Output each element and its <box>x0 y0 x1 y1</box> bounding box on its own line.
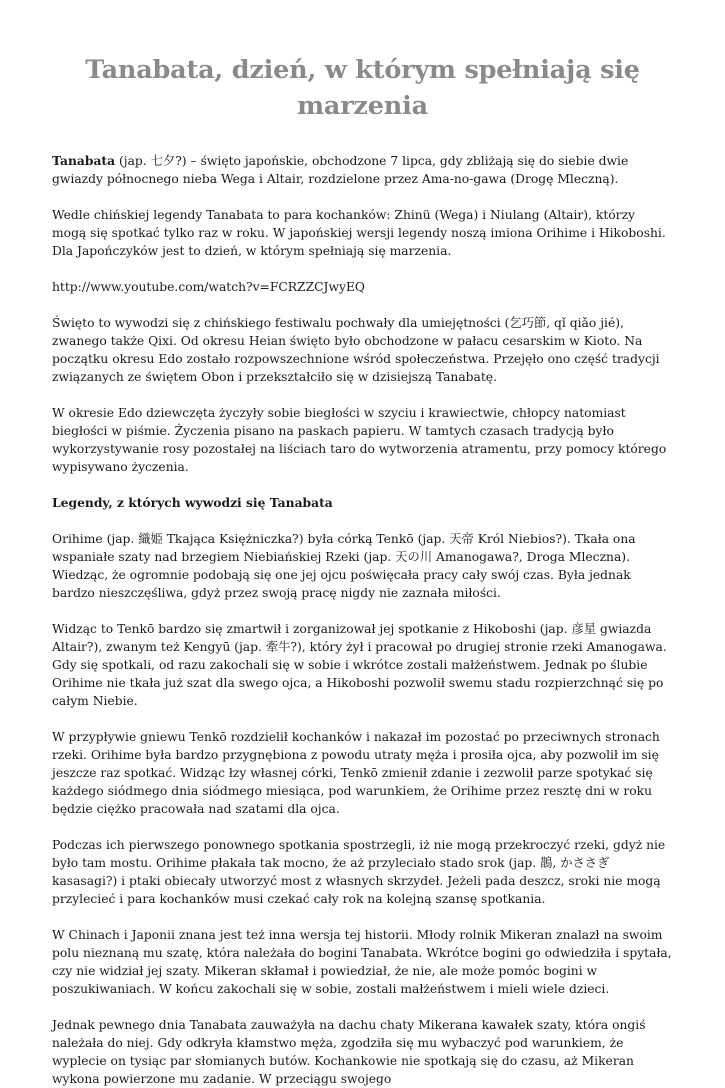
intro-paragraph <box>52 152 673 188</box>
magpies-paragraph: Podczas ich pierwszego ponownego spotkania spostrzegli, iż nie mogą przekroczyć rzeki, gdyż nie było tam mostu. Orihime płakała tak mocno, że aż przyleciało stado srok (jap. 鵲, かささぎ kasasagi?) i ptaki obiecały utworzyć most z własnych skrzydeł. Jeżeli pada deszcz, sroki nie mogą przylecieć i para kochanków musi czekać cały rok na kolejną szansę spotkania. <box>52 838 666 906</box>
page-title: Tanabata, dzień, w którym spełniają się marzenia <box>85 55 640 121</box>
intro-term: Tanabata <box>52 153 116 168</box>
origin-paragraph: Święto to wywodzi się z chińskiego festiwalu pochwały dla umiejętności (乞巧節, qǐ qiǎo jié), zwanego także Qixi. Od okresu Heian święto było obchodzone w pałacu cesarskim w Kioto. Na początku okresu Edo zostało rozpowszechnione wśród społeczeństwa. Przejęło ono część tradycji związanych ze świętem Obon i przekształciło się w dzisiejszą Tanabatę. <box>52 316 660 384</box>
intro-text: (jap. 七夕?) – święto japońskie, obchodzone 7 lipca, gdy zbliżają się do siebie dwie gwiazdy północnego nieba Wega i Altair, rozdzielone przez Ama-no-gawa (Drogę Mleczną). <box>52 154 629 186</box>
orihime-paragraph: Orihime (jap. 織姫 Tkająca Księżniczka?) była córką Tenkō (jap. 天帝 Król Niebios?). Tkała ona wspaniałe szaty nad brzegiem Niebiańskiej Rzeki (jap. 天の川 Amanogawa?, Droga Mleczna). Wiedząc, że ogromnie podobają się one jej ojcu poświęcała pracy cały swój czas. Była jednak bardzo nieszczęśliwa, gdyż przez swoją pracę nigdy nie zaznała miłości. <box>52 532 636 600</box>
roof-paragraph: Jednak pewnego dnia Tanabata zauważyła na dachu chaty Mikerana kawałek szaty, która ongiś należała do niej. Gdy odkryła kłamstwo męża, zgodziła się mu wybaczyć pod warunkiem, że wyplecie on tysiąc par słomianych butów. Kochankowie nie spotkają się do czasu, aż Mikeran wykona powierzone mu zadanie. W przeciągu swojego <box>52 1018 646 1086</box>
youtube-link[interactable]: http://www.youtube.com/watch?v=FCRZZCJwyEQ <box>52 280 366 294</box>
tenko-paragraph: Widząc to Tenkō bardzo się zmartwił i zorganizował jej spotkanie z Hikoboshi (jap. 彦星 gwiazda Altair?), zwanym też Kengyū (jap. 牽牛?), który żył i pracował po drugiej stronie rzeki Amanogawa. Gdy się spotkali, od razu zakochali się w sobie i wkrótce zostali małżeństwem. Jednak po ślubie Orihime nie tkała już szat dla swego ojca, a Hikoboshi pozwolił swemu stadu rozpierzchnąć się po całym Niebie. <box>52 622 667 708</box>
edo-paragraph: W okresie Edo dziewczęta życzyły sobie biegłości w szyciu i krawiectwie, chłopcy natomiast biegłości w piśmie. Życzenia pisano na paskach papieru. W tamtych czasach tradycją było wykorzystywanie rosy pozostałej na liściach taro do wytworzenia atramentu, przy pomocy którego wypisywano życzenia. <box>52 406 667 474</box>
section-heading: Legendy, z których wywodzi się Tanabata <box>52 495 333 510</box>
anger-paragraph: W przypływie gniewu Tenkō rozdzielił kochanków i nakazał im pozostać po przeciwnych stronach rzeki. Orihime była bardzo przygnębiona z powodu utraty męża i prosiła ojca, aby pozwolił im się jeszcze raz spotkać. Widząc łzy własnej córki, Tenkō zmienił zdanie i zezwolił parze spotykać się każdego siódmego dnia siódmego miesiąca, pod warunkiem, że Orihime przez resztę dni w roku będzie ciężko pracowała nad szatami dla ojca. <box>52 730 660 816</box>
legend-paragraph: Wedle chińskiej legendy Tanabata to para kochanków: Zhinü (Wega) i Niulang (Altair), którzy mogą się spotkać tylko raz w roku. W japońskiej wersji legendy noszą imiona Orihime i Hikoboshi. Dla Japończyków jest to dzień, w którym spełniają się marzenia. <box>52 208 666 258</box>
mikeran-paragraph: W Chinach i Japonii znana jest też inna wersja tej historii. Młody rolnik Mikeran znalazł na swoim polu nieznaną mu szatę, która należała do bogini Tanabata. Wkrótce bogini go odwiedziła i spytała, czy nie widział jej szaty. Mikeran skłamał i powiedział, że nie, ale może pomóc bogini w poszukiwaniach. W końcu zakochali się w sobie, zostali małżeństwem i mieli wiele dzieci. <box>52 928 672 996</box>
